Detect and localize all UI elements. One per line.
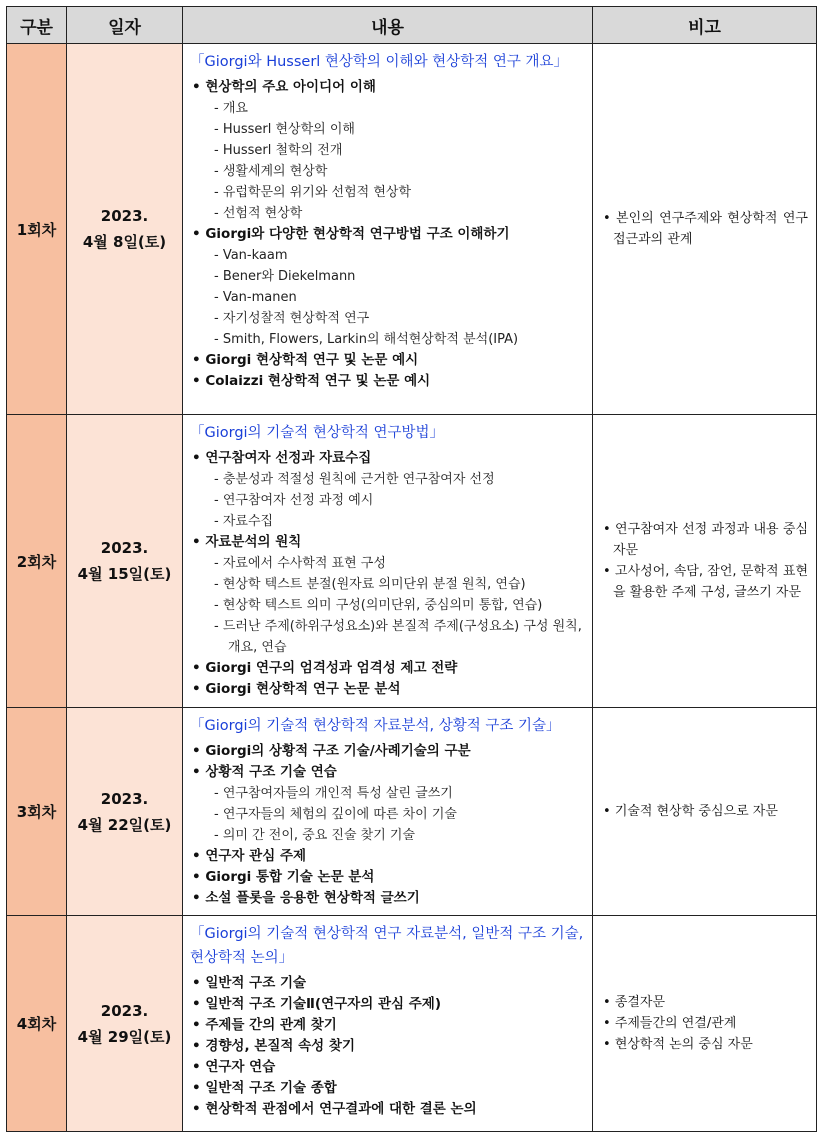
session-label: 4회차	[7, 916, 67, 1132]
table-row	[7, 708, 817, 916]
content-cell	[183, 916, 593, 1132]
date-year: 2023.	[100, 789, 149, 808]
schedule-table	[6, 6, 817, 1132]
content-bullet: • 일반적 구조 기술	[190, 973, 586, 994]
content-subitem: - Husserl 철학의 전개	[190, 140, 586, 161]
date-cell	[67, 916, 183, 1132]
content-bullet: • Giorgi 연구의 엄격성과 엄격성 제고 전략	[190, 658, 586, 679]
content-subitem: - Smith, Flowers, Larkin의 해석현상학적 분석(IPA)	[190, 329, 586, 350]
date-day: 4월 8일(토)	[82, 233, 167, 251]
notes-cell	[593, 415, 817, 708]
session-title: 「Giorgi의 기술적 현상학적 자료분석, 상황적 구조 기술」	[190, 718, 561, 734]
content-bullet: • 연구자 연습	[190, 1057, 586, 1078]
date-year: 2023.	[100, 1001, 149, 1020]
content-subitem: - Van-manen	[190, 287, 586, 308]
note-item: • 현상학적 논의 중심 자문	[603, 1034, 808, 1055]
content-subitem: - Husserl 현상학의 이해	[190, 119, 586, 140]
date-day: 4월 22일(토)	[77, 815, 172, 834]
session-title: 「Giorgi와 Husserl 현상학의 이해와 현상학적 연구 개요」	[190, 54, 568, 70]
note-item: • 주제들간의 연결/관계	[603, 1013, 808, 1034]
content-bullet: • 연구참여자 선정과 자료수집	[190, 448, 586, 469]
session-title: 「Giorgi의 기술적 현상학적 연구방법」	[190, 425, 444, 441]
note-item: • 기술적 현상학 중심으로 자문	[603, 801, 808, 822]
content-bullet: • Giorgi 통합 기술 논문 분석	[190, 867, 586, 888]
table-row	[7, 916, 817, 1132]
content-bullet: • 연구자 관심 주제	[190, 846, 586, 867]
content-subitem: - 개요	[190, 98, 586, 119]
content-bullet: • 자료분석의 원칙	[190, 532, 586, 553]
content-subitem: - Bener와 Diekelmann	[190, 266, 586, 287]
content-bullet: • Giorgi와 다양한 현상학적 연구방법 구조 이해하기	[190, 224, 586, 245]
date-day: 4월 15일(토)	[77, 565, 172, 583]
content-bullet: • Giorgi 현상학적 연구 논문 분석	[190, 679, 586, 700]
content-subitem: - 충분성과 적절성 원칙에 근거한 연구참여자 선정	[190, 469, 586, 490]
content-subitem: - Van-kaam	[190, 245, 586, 266]
table-row	[7, 44, 817, 415]
session-label: 3회차	[7, 708, 67, 916]
content-cell	[183, 415, 593, 708]
header-session: 구분	[7, 7, 67, 44]
content-bullet: • 현상학의 주요 아이디어 이해	[190, 77, 586, 98]
date-cell	[67, 44, 183, 415]
content-bullet: • 소설 플롯을 응용한 현상학적 글쓰기	[190, 888, 586, 909]
content-cell	[183, 708, 593, 916]
note-item: • 연구참여자 선정 과정과 내용 중심 자문	[603, 519, 808, 561]
date-cell	[67, 708, 183, 916]
session-label: 2회차	[7, 415, 67, 708]
note-item: • 종결자문	[603, 992, 808, 1013]
content-bullet: • Giorgi의 상황적 구조 기술/사례기술의 구분	[190, 741, 586, 762]
session-title: 「Giorgi의 기술적 현상학적 연구 자료분석, 일반적 구조 기술, 현상학적 논의」	[190, 926, 584, 966]
content-subitem: - 드러난 주제(하위구성요소)와 본질적 주제(구성요소) 구성 원칙, 개요, 연습	[190, 616, 586, 658]
content-subitem: - 생활세계의 현상학	[190, 161, 586, 182]
content-bullet: • 현상학적 관점에서 연구결과에 대한 결론 논의	[190, 1099, 586, 1120]
content-subitem: - 연구참여자들의 개인적 특성 살린 글쓰기	[190, 783, 586, 804]
content-bullet: • 경향성, 본질적 속성 찾기	[190, 1036, 586, 1057]
content-bullet: • 주제들 간의 관계 찾기	[190, 1015, 586, 1036]
content-subitem: - 현상학 텍스트 의미 구성(의미단위, 중심의미 통합, 연습)	[190, 595, 586, 616]
notes-cell	[593, 708, 817, 916]
date-day: 4월 29일(토)	[77, 1027, 172, 1046]
notes-cell	[593, 44, 817, 415]
table-row	[7, 415, 817, 708]
content-subitem: - 연구자들의 체험의 깊이에 따른 차이 기술	[190, 804, 586, 825]
date-cell	[67, 415, 183, 708]
content-subitem: - 자기성찰적 현상학적 연구	[190, 308, 586, 329]
content-subitem: - 의미 간 전이, 중요 진술 찾기 기술	[190, 825, 586, 846]
content-subitem: - 현상학 텍스트 분절(원자료 의미단위 분절 원칙, 연습)	[190, 574, 586, 595]
content-bullet: • 일반적 구조 기술Ⅱ(연구자의 관심 주제)	[190, 994, 586, 1015]
content-subitem: - 자료수집	[190, 511, 586, 532]
content-subitem: - 연구참여자 선정 과정 예시	[190, 490, 586, 511]
notes-cell	[593, 916, 817, 1132]
header-row	[7, 7, 817, 44]
date-year: 2023.	[100, 207, 149, 225]
content-subitem: - 선험적 현상학	[190, 203, 586, 224]
date-year: 2023.	[100, 539, 149, 557]
content-bullet: • 일반적 구조 기술 종합	[190, 1078, 586, 1099]
session-label: 1회차	[7, 44, 67, 415]
header-notes: 비고	[593, 7, 817, 44]
content-bullet: • 상황적 구조 기술 연습	[190, 762, 586, 783]
content-cell	[183, 44, 593, 415]
header-date: 일자	[67, 7, 183, 44]
content-subitem: - 자료에서 수사학적 표현 구성	[190, 553, 586, 574]
content-bullet: • Colaizzi 현상학적 연구 및 논문 예시	[190, 371, 586, 392]
content-bullet: • Giorgi 현상학적 연구 및 논문 예시	[190, 350, 586, 371]
note-item: • 본인의 연구주제와 현상학적 연구 접근과의 관계	[603, 208, 808, 250]
header-content: 내용	[183, 7, 593, 44]
content-subitem: - 유럽학문의 위기와 선험적 현상학	[190, 182, 586, 203]
note-item: • 고사성어, 속담, 잠언, 문학적 표현을 활용한 주제 구성, 글쓰기 자문	[603, 561, 808, 603]
